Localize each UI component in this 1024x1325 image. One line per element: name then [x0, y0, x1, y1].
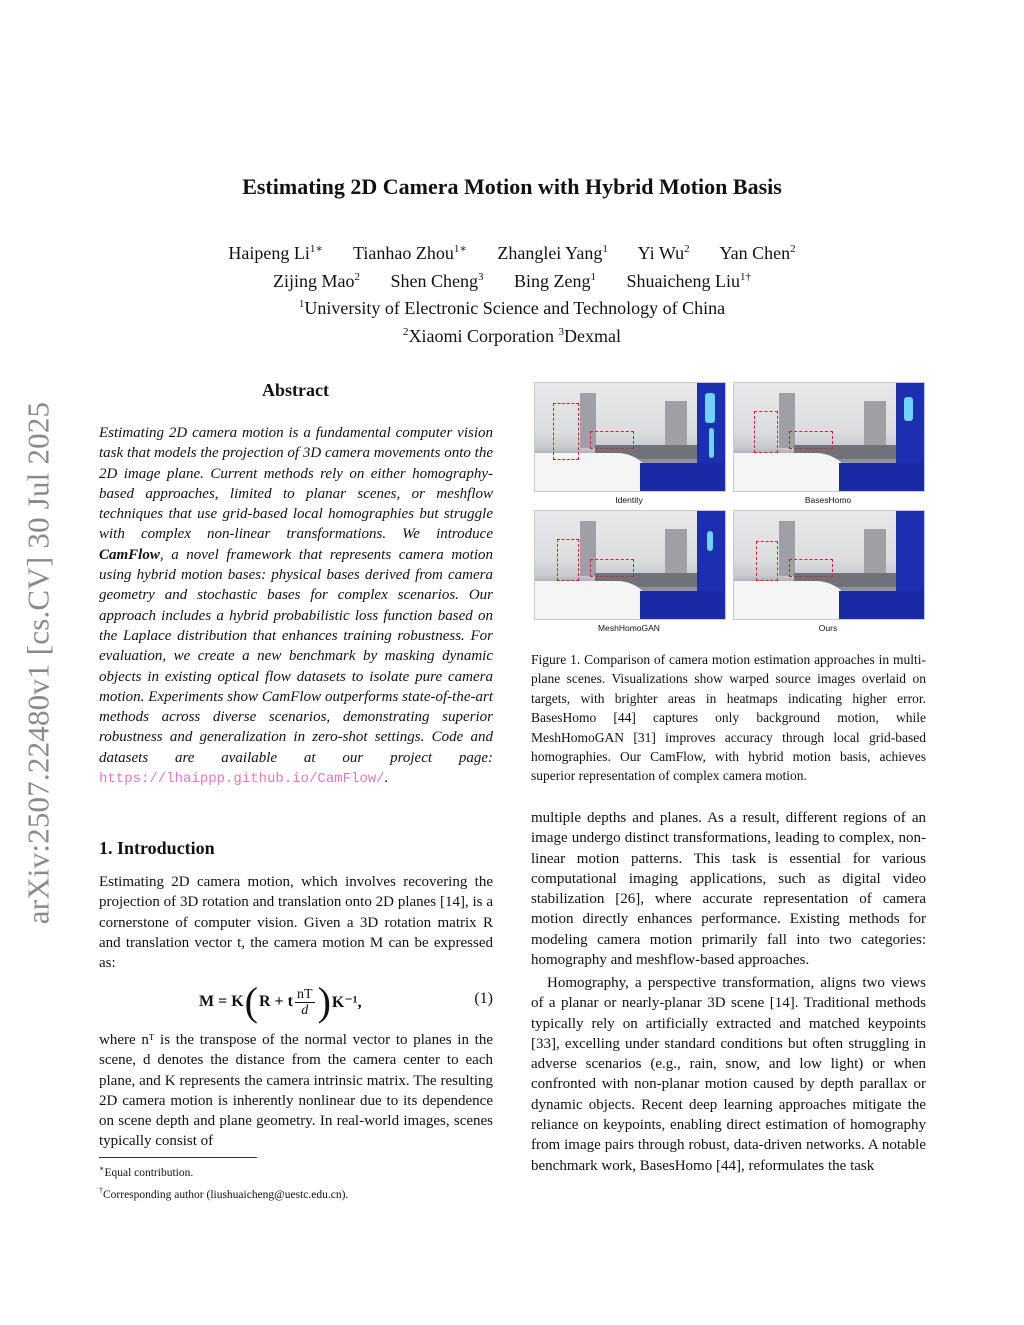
equation-1: M = K ( R + t $\frac{nT}{d}$ ) K⁻¹, (1) — [199, 979, 493, 1024]
author-name: Shuaicheng Liu — [626, 270, 740, 291]
author-name: Bing Zeng — [514, 270, 591, 291]
author-name: Zijing Mao — [273, 270, 355, 291]
error-heatmap — [839, 591, 924, 619]
right-paragraph-1: multiple depths and planes. As a result, different regions of an image undergo distinct transformations, leading to complex, non-linear motion patterns. This task is essential for various computational imaging applications, such as digital video stabilization [26], where accurate representation of camera motion directly enhances performance. Existing methods for modeling camera motion primarily fall into two categories: homography and meshflow-based approaches. — [531, 810, 926, 969]
author-name: Yi Wu — [637, 243, 685, 263]
author-name: Yan Chen — [719, 243, 791, 263]
method-name: CamFlow — [99, 546, 160, 563]
author-name: Shen Cheng — [390, 270, 478, 291]
equation-number: (1) — [474, 990, 493, 1007]
error-heatmap — [697, 511, 725, 591]
warped-image — [534, 510, 726, 620]
warped-image — [733, 510, 925, 620]
panel-label: BasesHomo — [804, 495, 852, 505]
panel-label: Ours — [818, 623, 838, 633]
project-link[interactable]: https://lhaippp.github.io/CamFlow/ — [99, 771, 385, 788]
error-heatmap — [697, 383, 725, 463]
section-heading-introduction: 1. Introduction — [99, 838, 215, 858]
error-heatmap — [640, 591, 725, 619]
affiliation-2: $^2$Xiaomi Corporation $^3$Dexmal — [403, 325, 621, 346]
warped-image — [733, 382, 925, 492]
author-name: Zhanglei Yang — [497, 243, 603, 263]
author-block — [0, 238, 1024, 348]
paper-title: Estimating 2D Camera Motion with Hybrid Motion Basis — [242, 174, 782, 199]
author-name: Haipeng Li — [228, 243, 310, 263]
error-heatmap — [640, 463, 725, 491]
abstract-heading: Abstract — [262, 380, 329, 400]
author-name: Tianhao Zhou — [353, 243, 454, 263]
panel-label: Identity — [615, 495, 643, 505]
footnote-corresponding-author: †Corresponding author (liushuaicheng@uestc.edu.cn). — [99, 1185, 349, 1201]
footnote-equal-contribution: ∗Equal contribution. — [99, 1164, 194, 1179]
author-line-1: Haipeng $Li^{1∗}$ Tianhao Zhou$^{1∗}$ Zhanglei Yang$^1$ Yi Wu$^2$ Yan Chen$^2$ — [228, 243, 796, 263]
author-line-2: Zijing Mao$^2$ Shen Cheng$^3$ Bing Zeng$^1$ Shuaicheng Liu$^{1\dagger}$ — [273, 270, 751, 291]
intro-paragraph-1: Estimating 2D camera motion, which involves recovering the projection of 3D rotation and translation onto 2D planes [14], is a cornerstone of computer vision. Given a 3D rotation matrix R and translation vector t, the camera motion M can be expressed as: — [99, 874, 493, 972]
abstract-text: Estimating 2D camera motion is a fundamental computer vision task that models the projection of 3D camera movements onto the 2D image plane. Current methods rely on either homography-based approaches, limited to planar scenes, or meshflow techniques that use grid-based local homographies but struggle with complex non-linear transformations. We introduce CamFlow, a novel framework that represents camera motion using hybrid motion bases: physical bases derived from camera geometry and stochastic bases for complex scenarios. Our approach includes a hybrid probabilistic loss function based on the Laplace distribution that enhances training robustness. For evaluation, we create a new benchmark by masking dynamic objects in existing optical flow datasets to isolate pure camera motion. Experiments show CamFlow outperforms state-of-the-art methods across diverse scenarios, demonstrating superior robustness and generalization in zero-shot settings. Code and datasets are available at our project page: https://lhaippp.github.io/CamFlow/. — [99, 425, 493, 788]
figure-caption: Figure 1. Comparison of camera motion estimation approaches in multi-plane scenes. Visualizations show warped source images overlaid on targets, with brighter areas in heatmaps indicating higher error. BasesHomo [44] captures only background motion, while MeshHomoGAN [31] improves accuracy through local grid-based homographies. Our CamFlow, with hybrid motion basis, achieves superior representation of complex camera motion. — [531, 652, 926, 784]
affiliation-1: $^1$University of Electronic Science and Technology of China — [298, 298, 726, 318]
figure-1 — [530, 382, 926, 640]
arxiv-stamp: arXiv:2507.22480v1 [cs.CV] 30 Jul 2025 — [20, 401, 56, 925]
error-heatmap — [896, 511, 924, 591]
footnote-divider — [99, 1157, 257, 1158]
intro-paragraph-2: where nᵀ is the transpose of the normal vector to planes in the scene, d denotes the distance from the camera center to each plane, and K represents the camera intrinsic matrix. The resulting 2D camera motion is inherently nonlinear due to its dependence on scene depth and plane geometry. In real-world images, scenes typically consist of — [99, 1032, 493, 1150]
error-heatmap — [839, 463, 924, 491]
error-heatmap — [896, 383, 924, 463]
panel-label: MeshHomoGAN — [598, 623, 660, 633]
warped-image — [534, 382, 726, 492]
footnotes — [99, 1160, 348, 1204]
right-paragraph-2: Homography, a perspective transformation, aligns two views of a planar or nearly-planar 3D scene [14]. Traditional methods typically rely on artificially extracted and matched keypoints [33], excelling under standard conditions but often struggling in adverse scenarios (e.g., rain, snow, and low light) or when confronted with non-planar motion caused by depth parallax or dynamic objects. Recent deep learning approaches mitigate the reliance on keypoints, enabling direct estimation of homography from image pairs through robust, data-driven networks. A notable benchmark work, BasesHomo [44], reformulates the task — [531, 975, 926, 1174]
